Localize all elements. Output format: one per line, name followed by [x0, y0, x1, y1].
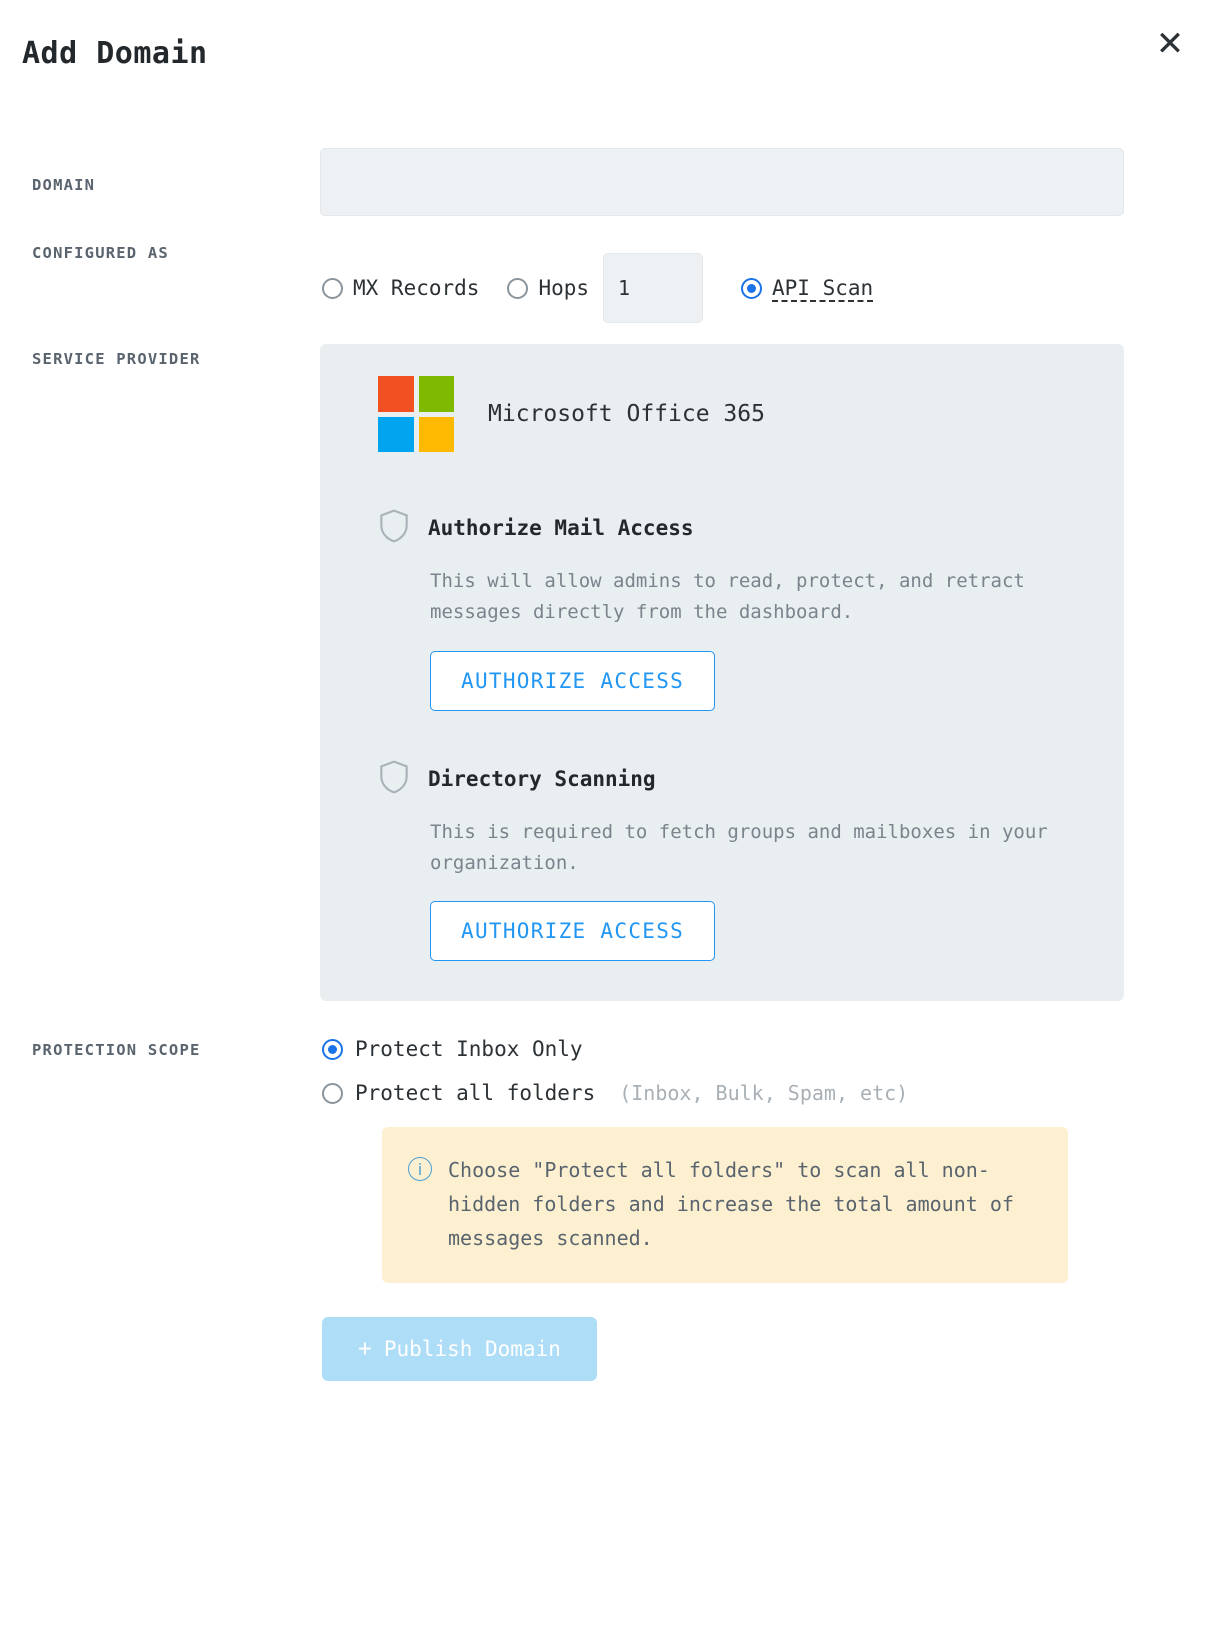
radio-protect-all-folders[interactable]	[322, 1081, 1124, 1105]
domain-input[interactable]	[320, 148, 1124, 216]
plus-icon: +	[358, 1335, 372, 1362]
radio-api-scan-label: API Scan	[772, 276, 874, 300]
provider-header	[354, 376, 1090, 452]
radio-protect-inbox-only-control[interactable]	[322, 1039, 343, 1060]
protection-scope-info	[382, 1127, 1068, 1283]
info-icon: i	[408, 1157, 432, 1181]
authorize-mail-access-button[interactable]: AUTHORIZE ACCESS	[430, 651, 715, 711]
page-title: Add Domain	[22, 36, 208, 71]
configured-as-options	[322, 252, 1124, 324]
protection-scope-row	[0, 1037, 1214, 1381]
publish-domain-label: Publish Domain	[383, 1337, 561, 1362]
directory-scanning-description: This is required to fetch groups and mailboxes in your organization.	[430, 820, 1048, 875]
domain-label: DOMAIN	[32, 176, 96, 194]
protection-scope-info-text: Choose "Protect all folders" to scan all non-hidden folders and increase the total amount of messages scanned.	[448, 1158, 1014, 1251]
authorize-mail-access-block	[354, 508, 1090, 711]
domain-field-wrap	[320, 148, 1214, 216]
hops-input[interactable]	[603, 253, 703, 323]
microsoft-logo-icon	[378, 376, 454, 452]
radio-api-scan-control[interactable]	[741, 278, 762, 299]
radio-protect-inbox-only[interactable]	[322, 1037, 1124, 1061]
radio-protect-all-folders-note: (Inbox, Bulk, Spam, etc)	[619, 1081, 909, 1106]
configured-as-row	[0, 216, 1214, 324]
directory-scanning-button[interactable]: AUTHORIZE ACCESS	[430, 901, 715, 961]
radio-mx-records-control[interactable]	[322, 278, 343, 299]
radio-hops-label: Hops	[538, 276, 590, 300]
radio-protect-all-folders-label: Protect all folders	[355, 1081, 596, 1106]
provider-name: Microsoft Office 365	[488, 401, 765, 427]
radio-protect-inbox-only-label: Protect Inbox Only	[355, 1037, 583, 1062]
radio-hops[interactable]	[507, 276, 589, 300]
shield-icon	[378, 759, 410, 799]
authorize-mail-access-description: This will allow admins to read, protect, and retract messages directly from the dashboard.	[430, 570, 1025, 624]
shield-icon	[378, 508, 410, 548]
service-provider-row	[0, 344, 1214, 1001]
publish-domain-button[interactable]	[322, 1317, 597, 1381]
service-provider-panel	[320, 344, 1124, 1001]
directory-scanning-block	[354, 759, 1090, 962]
radio-hops-control[interactable]	[507, 278, 528, 299]
authorize-mail-access-title: Authorize Mail Access	[428, 516, 694, 540]
service-provider-label: SERVICE PROVIDER	[32, 350, 201, 368]
radio-api-scan[interactable]	[741, 276, 873, 300]
close-icon[interactable]: ✕	[1148, 22, 1192, 66]
protection-scope-label: PROTECTION SCOPE	[32, 1041, 201, 1060]
radio-protect-all-folders-control[interactable]	[322, 1083, 343, 1104]
configured-as-label: CONFIGURED AS	[32, 244, 169, 262]
domain-row	[0, 148, 1214, 216]
radio-mx-records[interactable]	[322, 276, 479, 300]
directory-scanning-title: Directory Scanning	[428, 766, 656, 791]
radio-mx-records-label: MX Records	[353, 276, 480, 300]
add-domain-form	[0, 148, 1214, 1381]
